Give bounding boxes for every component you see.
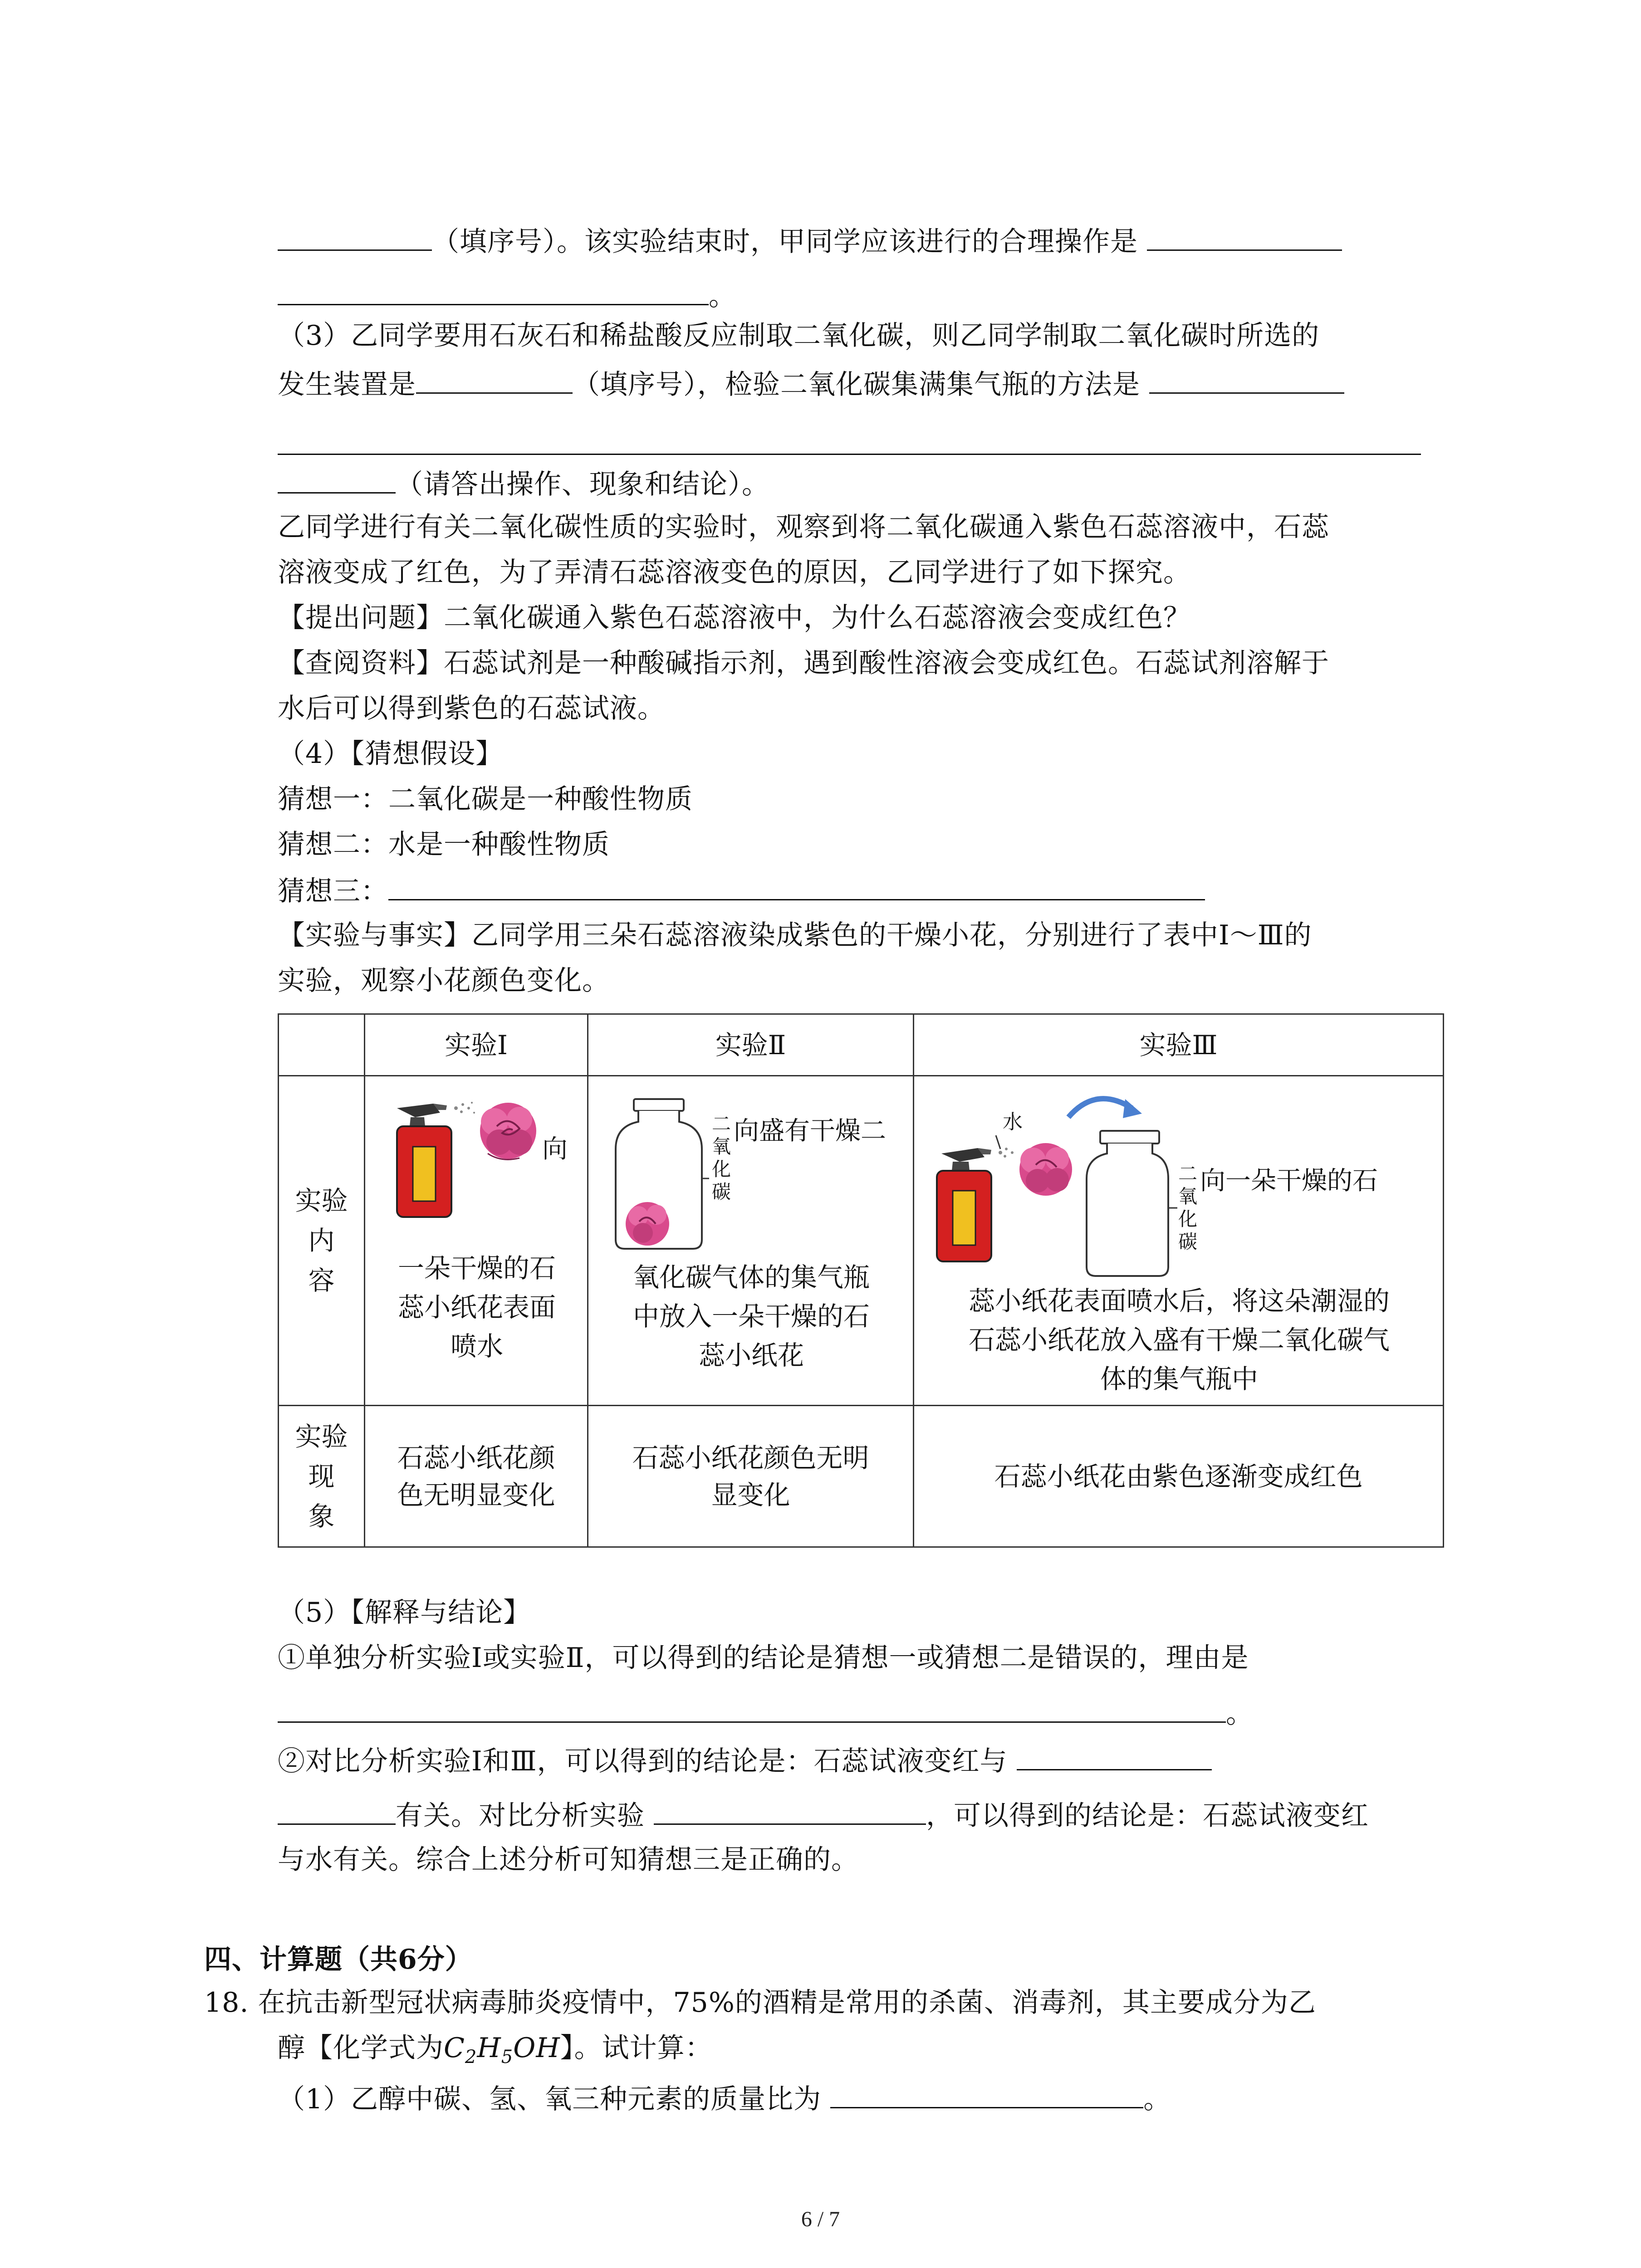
answer-blank[interactable] — [278, 426, 1421, 455]
ref-line1: 【查阅资料】石蕊试剂是一种酸碱指示剂，遇到酸性溶液会变成红色。石蕊试剂溶解于 — [278, 647, 1329, 679]
q5-4-line: 与水有关。综合上述分析可知猜想三是正确的。 — [278, 1844, 859, 1876]
q5-line: （5）【解释与结论】 — [278, 1597, 531, 1628]
fact-line2: 实验，观察小花颜色变化。 — [278, 965, 610, 997]
q4-line: （4）【猜想假设】 — [278, 738, 504, 770]
obs2-cell: 石蕊小纸花颜色无明 显变化 — [588, 1406, 914, 1547]
q18-line1: 18. 在抗击新型冠状病毒肺炎疫情中，75%的酒精是常用的杀菌、消毒剂，其主要成分为乙 — [204, 1987, 1316, 2019]
q3-line1: （3）乙同学要用石灰石和稀盐酸反应制取二氧化碳，则乙同学制取二氧化碳时所选的 — [278, 320, 1320, 352]
intro-line2: 溶液变成了红色，为了弄清石蕊溶液变色的原因，乙同学进行了如下探究。 — [278, 557, 1191, 588]
exp2-bottle-label: 二 氧 化 碳 — [712, 1113, 731, 1203]
answer-blank[interactable] — [830, 2080, 1143, 2108]
spray-bottle-icon — [383, 1095, 547, 1222]
answer-blank[interactable] — [416, 365, 573, 394]
experiment-table — [278, 1013, 1444, 1548]
ref-line2: 水后可以得到紫色的石蕊试液。 — [278, 693, 665, 724]
answer-blank[interactable] — [278, 1694, 1226, 1723]
flower-icon — [480, 1103, 536, 1159]
guess3-line: 猜想三： — [278, 872, 1205, 909]
exp1-content: 向 一朵干燥的石 蕊小纸花表面 喷水 — [365, 1076, 588, 1406]
table-header: 实验Ⅱ — [588, 1014, 914, 1076]
answer-blank[interactable] — [1149, 365, 1344, 394]
question-line: 【提出问题】二氧化碳通入紫色石蕊溶液中，为什么石蕊溶液会变成红色？ — [278, 602, 1191, 634]
exp1-word: 向 — [542, 1134, 568, 1164]
q5-1-blank-line: 。 — [278, 1694, 1254, 1732]
guess2-line: 猜想二：水是一种酸性物质 — [278, 829, 610, 860]
exp3-bottle-label: 二 氧 化 碳 — [1178, 1163, 1198, 1253]
q3-line4: （请答出操作、现象和结论）。 — [278, 465, 769, 503]
answer-blank[interactable] — [654, 1796, 926, 1825]
gas-jar-icon — [1087, 1131, 1177, 1276]
intro-line1: 乙同学进行有关二氧化碳性质的实验时，观察到将二氧化碳通入紫色石蕊溶液中，石蕊 — [278, 511, 1329, 543]
curved-arrow-icon — [1068, 1099, 1132, 1117]
q5-1-line: ①单独分析实验Ⅰ或实验Ⅱ，可以得到的结论是猜想一或猜想二是错误的，理由是 — [278, 1642, 1249, 1674]
exp2-content: 二 氧 化 碳 向盛有干燥二 氧化碳气体的集气瓶 中放入一朵干燥的石 蕊小纸花 — [588, 1076, 914, 1406]
row-label-content: 实验 内 容 — [279, 1076, 365, 1406]
fact-line1: 【实验与事实】乙同学用三朵石蕊溶液染成紫色的干燥小花，分别进行了表中Ⅰ～Ⅲ的 — [278, 919, 1312, 951]
line-blank-end: 。 — [278, 277, 736, 314]
q5-3-line: 有关。对比分析实验 ，可以得到的结论是：石蕊试液变红 — [278, 1796, 1369, 1834]
answer-blank[interactable] — [388, 872, 1205, 900]
chemical-formula: $C_2H_5OH$ — [444, 2032, 560, 2068]
section-heading: 四、计算题（共6分） — [204, 1944, 473, 1975]
q18-line2: 醇【化学式为$C_2H_5OH$】。试计算： — [278, 2032, 713, 2068]
flower-icon — [1019, 1143, 1072, 1196]
answer-blank[interactable] — [1147, 222, 1342, 251]
answer-blank[interactable] — [278, 1796, 396, 1825]
flower-icon — [626, 1202, 669, 1246]
guess1-line: 猜想一：二氧化碳是一种酸性物质 — [278, 783, 693, 815]
answer-blank[interactable] — [278, 465, 396, 494]
spray-bottle-icon — [937, 1148, 1014, 1261]
exp3-content: 水 二 氧 化 碳 向一朵干燥的石 蕊小纸花表面喷水后，将这朵潮湿的 石蕊小纸花放入盛有干燥二氧化碳气 体的集气瓶中 — [914, 1076, 1444, 1406]
exp2-word: 向盛有干燥二 — [734, 1116, 886, 1146]
answer-blank[interactable] — [278, 222, 432, 251]
gas-jar-icon — [607, 1095, 711, 1253]
q18-sub1-line: （1）乙醇中碳、氢、氧三种元素的质量比为 。 — [278, 2080, 1171, 2117]
table-header: 实验Ⅰ — [365, 1014, 588, 1076]
q3-line2: 发生装置是 （填序号），检验二氧化碳集满集气瓶的方法是 — [278, 365, 1344, 403]
row-label-observation: 实验 现 象 — [279, 1406, 365, 1547]
exp3-water-label: 水 — [1003, 1110, 1023, 1134]
table-header: 实验Ⅲ — [914, 1014, 1444, 1076]
obs1-cell: 石蕊小纸花颜 色无明显变化 — [365, 1406, 588, 1547]
answer-blank[interactable] — [1017, 1742, 1212, 1770]
line-fill-seq: （填序号）。该实验结束时，甲同学应该进行的合理操作是 — [278, 222, 1342, 260]
obs3-cell: 石蕊小纸花由紫色逐渐变成红色 — [914, 1406, 1444, 1547]
answer-blank[interactable] — [278, 277, 709, 305]
q5-2-line: ②对比分析实验Ⅰ和Ⅲ，可以得到的结论是：石蕊试液变红与 — [278, 1742, 1212, 1779]
q3-line3-blank — [278, 426, 1421, 464]
spray-and-jar-icon — [932, 1085, 1205, 1281]
exp3-word: 向一朵干燥的石 — [1200, 1166, 1378, 1196]
table-corner — [279, 1014, 365, 1076]
page-number: 6 / 7 — [801, 2207, 840, 2231]
